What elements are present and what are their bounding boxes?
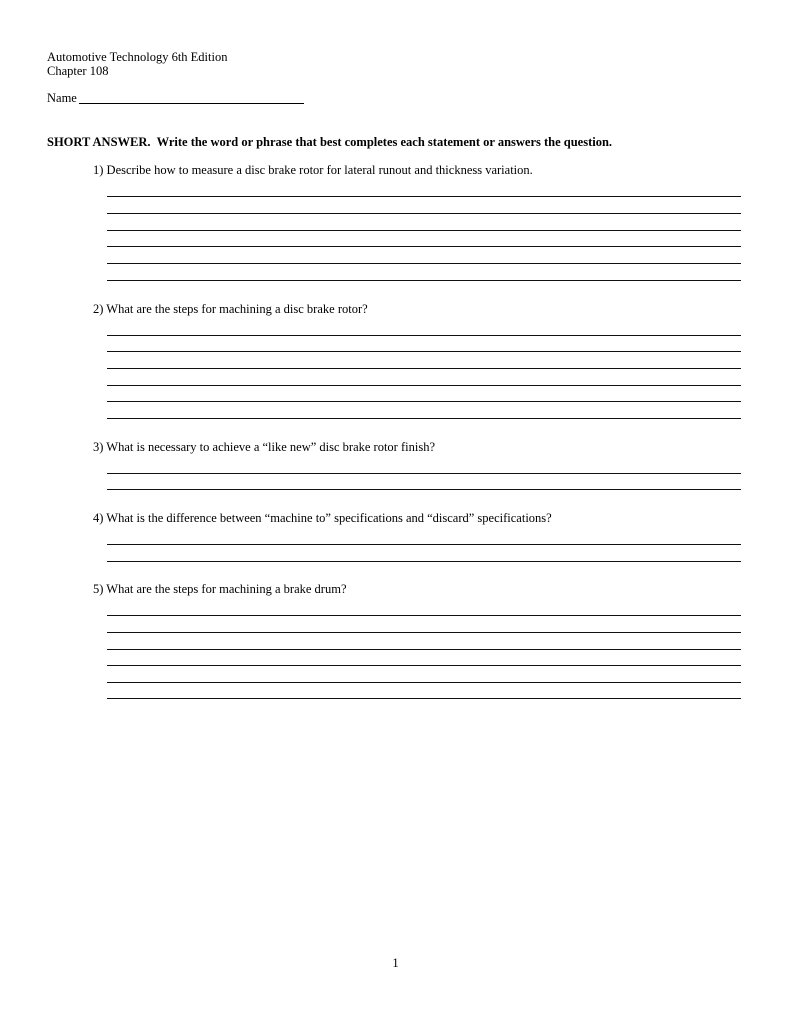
answer-line[interactable] — [107, 385, 741, 386]
question-5: 5) What are the steps for machining a brake drum? — [93, 582, 347, 596]
name-label: Name — [47, 91, 77, 105]
answer-line[interactable] — [107, 196, 741, 197]
answer-line[interactable] — [107, 368, 741, 369]
answer-line[interactable] — [107, 335, 741, 336]
answer-line[interactable] — [107, 263, 741, 264]
answer-line[interactable] — [107, 213, 741, 214]
answer-line[interactable] — [107, 246, 741, 247]
chapter-label: Chapter 108 — [47, 64, 109, 78]
question-4: 4) What is the difference between “machine to” specifications and “discard” specifications? — [93, 511, 552, 525]
answer-line[interactable] — [107, 280, 741, 281]
answer-line[interactable] — [107, 698, 741, 699]
book-title: Automotive Technology 6th Edition — [47, 50, 228, 64]
question-1: 1) Describe how to measure a disc brake rotor for lateral runout and thickness variation. — [93, 163, 533, 177]
answer-line[interactable] — [107, 561, 741, 562]
answer-line[interactable] — [107, 351, 741, 352]
answer-line[interactable] — [107, 473, 741, 474]
page-number: 1 — [392, 956, 399, 970]
answer-line[interactable] — [107, 489, 741, 490]
name-field-line[interactable] — [79, 103, 304, 104]
instructions-text: Write the word or phrase that best completes each statement or answers the question. — [156, 135, 613, 149]
answer-line[interactable] — [107, 682, 741, 683]
answer-line[interactable] — [107, 665, 741, 666]
answer-line[interactable] — [107, 418, 741, 419]
answer-line[interactable] — [107, 401, 741, 402]
question-2: 2) What are the steps for machining a disc brake rotor? — [93, 302, 368, 316]
question-3: 3) What is necessary to achieve a “like new” disc brake rotor finish? — [93, 440, 435, 454]
answer-line[interactable] — [107, 544, 741, 545]
answer-line[interactable] — [107, 230, 741, 231]
instructions-lead: SHORT ANSWER. — [47, 135, 151, 149]
instructions — [47, 135, 612, 150]
answer-line[interactable] — [107, 615, 741, 616]
answer-line[interactable] — [107, 649, 741, 650]
answer-line[interactable] — [107, 632, 741, 633]
